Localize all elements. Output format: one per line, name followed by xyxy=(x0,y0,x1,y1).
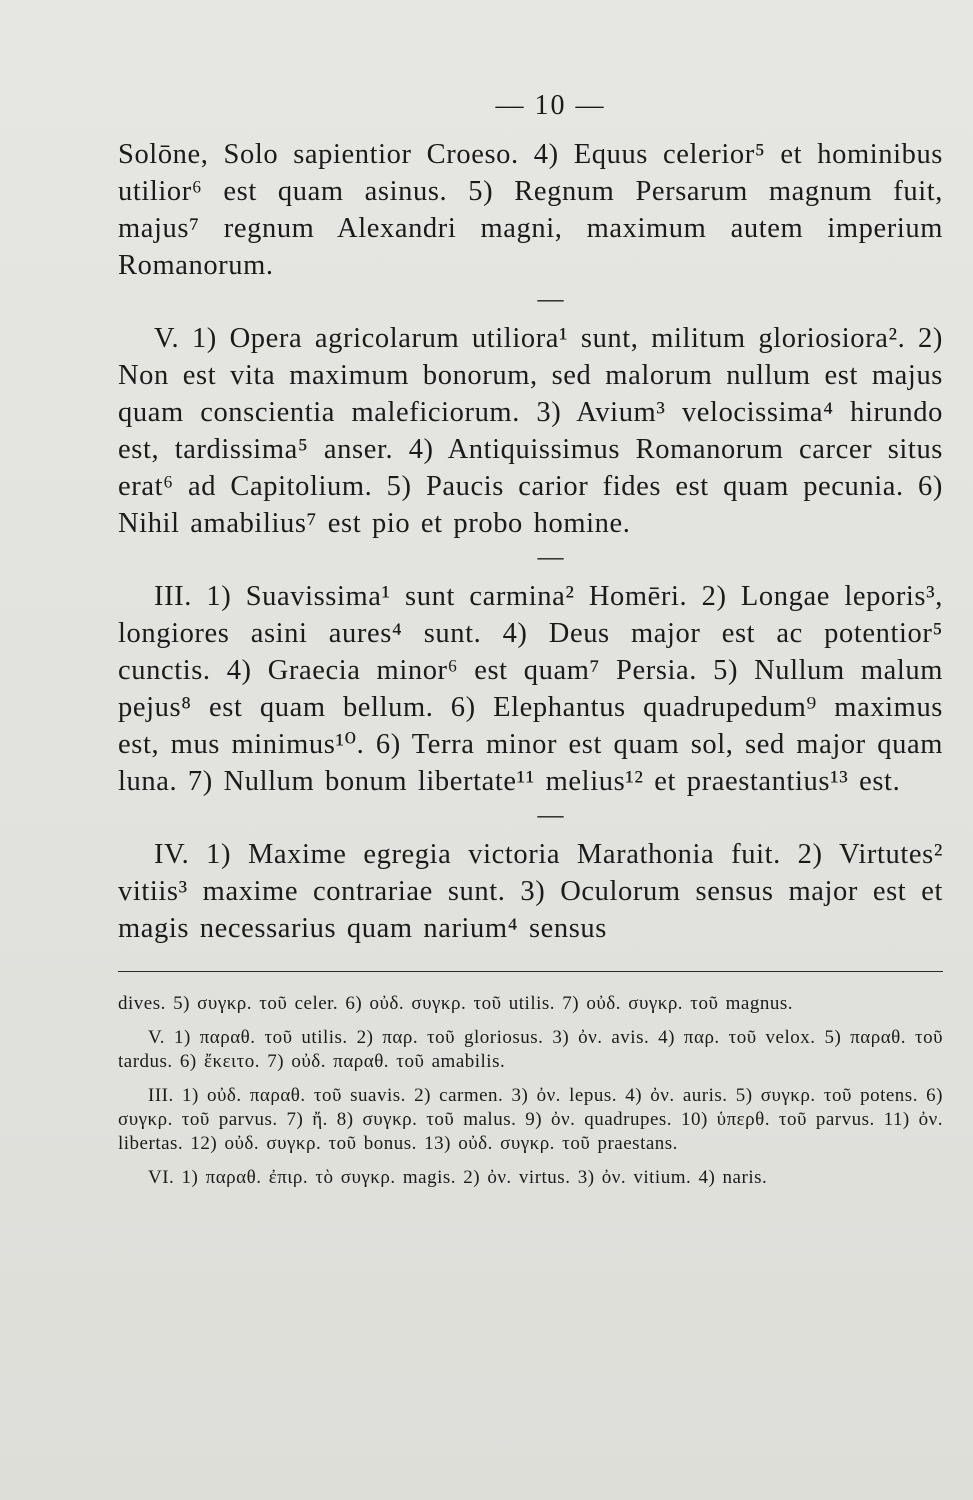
footnote-V: V. 1) παραθ. τοῦ utilis. 2) παρ. τοῦ gloriosus. 3) ὀν. avis. 4) παρ. τοῦ velox. 5) παραθ. τοῦ tardus. 6) ἔκειτο. 7) οὐδ. παραθ. τοῦ amabilis. xyxy=(118,1027,943,1072)
section-divider: — xyxy=(537,800,564,829)
footnotes xyxy=(118,992,943,1190)
footnote-continued: dives. 5) συγκρ. τοῦ celer. 6) οὐδ. συγκρ. τοῦ utilis. 7) οὐδ. συγκρ. τοῦ magnus. xyxy=(118,993,793,1014)
paragraph-continued: Solōne, Solo sapientior Croeso. 4) Equus celerior⁵ et hominibus utilior⁶ est quam asinus. 5) Regnum Persarum magnum fuit, majus⁷ regnum Alexandri magni, maximum autem imperium Romanorum. xyxy=(118,139,943,281)
footnote-III: III. 1) οὐδ. παραθ. τοῦ suavis. 2) carmen. 3) ὀν. lepus. 4) ὀν. auris. 5) συγκρ. τοῦ potens. 6) συγκρ. τοῦ parvus. 7) ἤ. 8) συγκρ. τοῦ malus. 9) ὀν. quadrupes. 10) ὑπερθ. τοῦ parvus. 11) ὀν. libertas. 12) οὐδ. συγκρ. τοῦ bonus. 13) οὐδ. συγκρ. τοῦ praestans. xyxy=(118,1085,943,1154)
exercise-III: III. 1) Suavissima¹ sunt carmina² Homēri. 2) Longae leporis³, longiores asini aures⁴ sunt. 4) Deus major est ac potentior⁵ cunctis. 4) Graecia minor⁶ est quam⁷ Persia. 5) Nullum malum pejus⁸ est quam bellum. 6) Elephantus quadrupedum⁹ maximus est, mus minimus¹⁰. 6) Terra minor est quam sol, sed major quam luna. 7) Nullum bonum libertate¹¹ melius¹² et praestantius¹³ est. xyxy=(118,581,943,797)
section-divider: — xyxy=(537,284,564,313)
main-text xyxy=(118,136,943,947)
page-number: — 10 — xyxy=(495,90,606,121)
section-divider: — xyxy=(537,542,564,571)
exercise-V: V. 1) Opera agricolarum utiliora¹ sunt, militum gloriosiora². 2) Non est vita maximum bonorum, sed malorum nullum est majus quam conscientia maleficiorum. 3) Avium³ velocissima⁴ hirundo est, tardissima⁵ anser. 4) Antiquissimus Romanorum carcer situs erat⁶ ad Capitolium. 5) Paucis carior fides est quam pecunia. 6) Nihil amabilius⁷ est pio et probo homine. xyxy=(118,323,943,539)
exercise-IV: IV. 1) Maxime egregia victoria Marathonia fuit. 2) Virtutes² vitiis³ maxime contrariae sunt. 3) Oculorum sensus major est et magis necessarius quam narium⁴ sensus xyxy=(118,839,943,944)
footnote-VI: VI. 1) παραθ. ἐπιρ. τὸ συγκρ. magis. 2) ὀν. virtus. 3) ὀν. vitium. 4) naris. xyxy=(148,1167,768,1188)
footnote-rule xyxy=(118,971,943,972)
